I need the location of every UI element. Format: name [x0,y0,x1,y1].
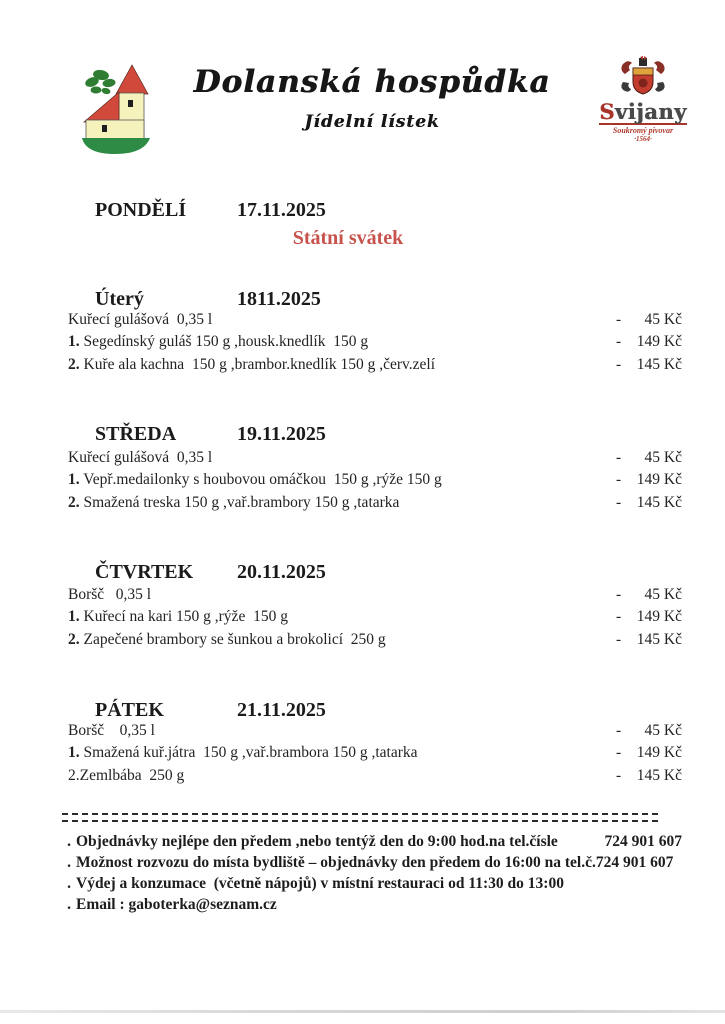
item-text: 2.Zemlbába 250 g [68,766,185,784]
restaurant-title: Dolanská hospůdka [193,64,551,100]
footer-note [62,831,694,852]
email-address: Email : gaboterka@seznam.cz [76,896,277,913]
item-price: 145 Kč [636,630,682,648]
svijany-crest-icon [617,56,669,100]
item-text: Boršč 0,35 l [68,586,152,603]
day-name: PONDĚLÍ [95,199,187,221]
item-text: Smažená treska 150 g ,vař.brambory 150 g ,tatarka [79,493,400,511]
menu-row [68,720,682,742]
dashed-separator [62,813,658,822]
item-number: 1. [68,744,80,762]
footer-note [62,873,694,894]
day-name: STŘEDA [95,423,177,445]
menu-row [68,584,682,606]
day-date: 19.11.2025 [237,423,326,445]
footer-note [62,852,694,873]
header-title-block [172,64,572,132]
item-price: 145 Kč [636,355,682,373]
phone-number: 724 901 607 [604,833,682,850]
brewery-year: ·1564· [634,135,652,143]
menu-items-tuesday [68,309,682,376]
holiday-notice: Státní svátek [292,227,404,249]
item-price: 45 Kč [644,586,682,603]
menu-row [68,629,682,651]
day-date: 17.11.2025 [237,199,326,221]
menu-row [68,447,682,469]
item-text: Vepř.medailonky s houbovou omáčkou 150 g ,rýže 150 g [79,471,442,489]
bullet: . [67,875,71,892]
menu-items-thursday [68,584,682,651]
scan-edge-artifact [0,1010,725,1013]
item-price: 149 Kč [636,744,682,762]
day-date: 1811.2025 [237,288,321,310]
price-dash: - [616,449,622,466]
price-dash: - [616,586,622,603]
menu-row [68,765,682,787]
price-dash: - [616,355,622,373]
item-price: 145 Kč [636,493,682,511]
menu-row [68,606,682,628]
brewery-name: Svijany [599,99,687,124]
item-text: Smažená kuř.játra 150 g ,vař.brambora 150 g ,tatarka [79,744,418,762]
day-name: Úterý [95,288,144,310]
price-dash: - [616,608,622,626]
bullet: . [67,833,71,850]
menu-row [68,742,682,764]
menu-row [68,354,682,376]
item-price: 45 Kč [644,311,682,328]
price-dash: - [616,311,622,328]
menu-row [68,492,682,514]
item-price: 145 Kč [636,766,682,784]
church-logo-icon [72,60,164,156]
brewery-tagline: Soukromý pivovar [612,126,674,135]
day-name: PÁTEK [95,699,164,721]
note-text: Objednávky nejlépe den předem ,nebo tentýž den do 9:00 hod.na tel.čísle [76,833,558,850]
bullet: . [67,854,71,871]
bullet: . [67,896,71,913]
item-price: 45 Kč [644,722,682,739]
day-date: 21.11.2025 [237,699,326,721]
item-price: 149 Kč [636,608,682,626]
item-text: Boršč 0,35 l [68,722,155,739]
item-number: 1. [68,608,80,626]
item-text: Kuřecí na kari 150 g ,rýže 150 g [79,608,288,626]
price-dash: - [616,722,622,739]
item-number: 2. [68,630,80,648]
item-price: 149 Kč [636,333,682,351]
brewery-logo [588,56,698,143]
menu-items-wednesday [68,447,682,514]
menu-row [68,331,682,353]
price-dash: - [616,493,622,511]
note-text: Výdej a konzumace (včetně nápojů) v místní restauraci od 11:30 do 13:00 [76,875,564,892]
item-price: 149 Kč [636,471,682,489]
item-text: Zapečené brambory se šunkou a brokolicí 250 g [79,630,386,648]
menu-row [68,469,682,491]
price-dash: - [616,333,622,351]
price-dash: - [616,630,622,648]
item-number: 2. [68,355,80,373]
price-dash: - [616,766,622,784]
menu-items-friday [68,720,682,787]
footer-notes [62,831,694,915]
item-text: Segedínský guláš 150 g ,housk.knedlík 150 g [79,333,369,351]
day-date: 20.11.2025 [237,561,326,583]
item-number: 1. [68,333,80,351]
item-text: Kuřecí gulášová 0,35 l [68,311,213,328]
price-dash: - [616,744,622,762]
day-name: ČTVRTEK [95,561,194,583]
item-text: Kuřecí gulášová 0,35 l [68,449,213,466]
item-number: 1. [68,471,80,489]
menu-subtitle: Jídelní lístek [304,112,440,132]
item-price: 45 Kč [644,449,682,466]
price-dash: - [616,471,622,489]
item-text: Kuře ala kachna 150 g ,brambor.knedlík 150 g ,červ.zelí [79,355,435,373]
item-number: 2. [68,493,80,511]
footer-note [62,894,694,915]
note-text: Možnost rozvozu do místa bydliště – objednávky den předem do 16:00 na tel.č.724 901 607 [76,854,674,871]
menu-row [68,309,682,331]
